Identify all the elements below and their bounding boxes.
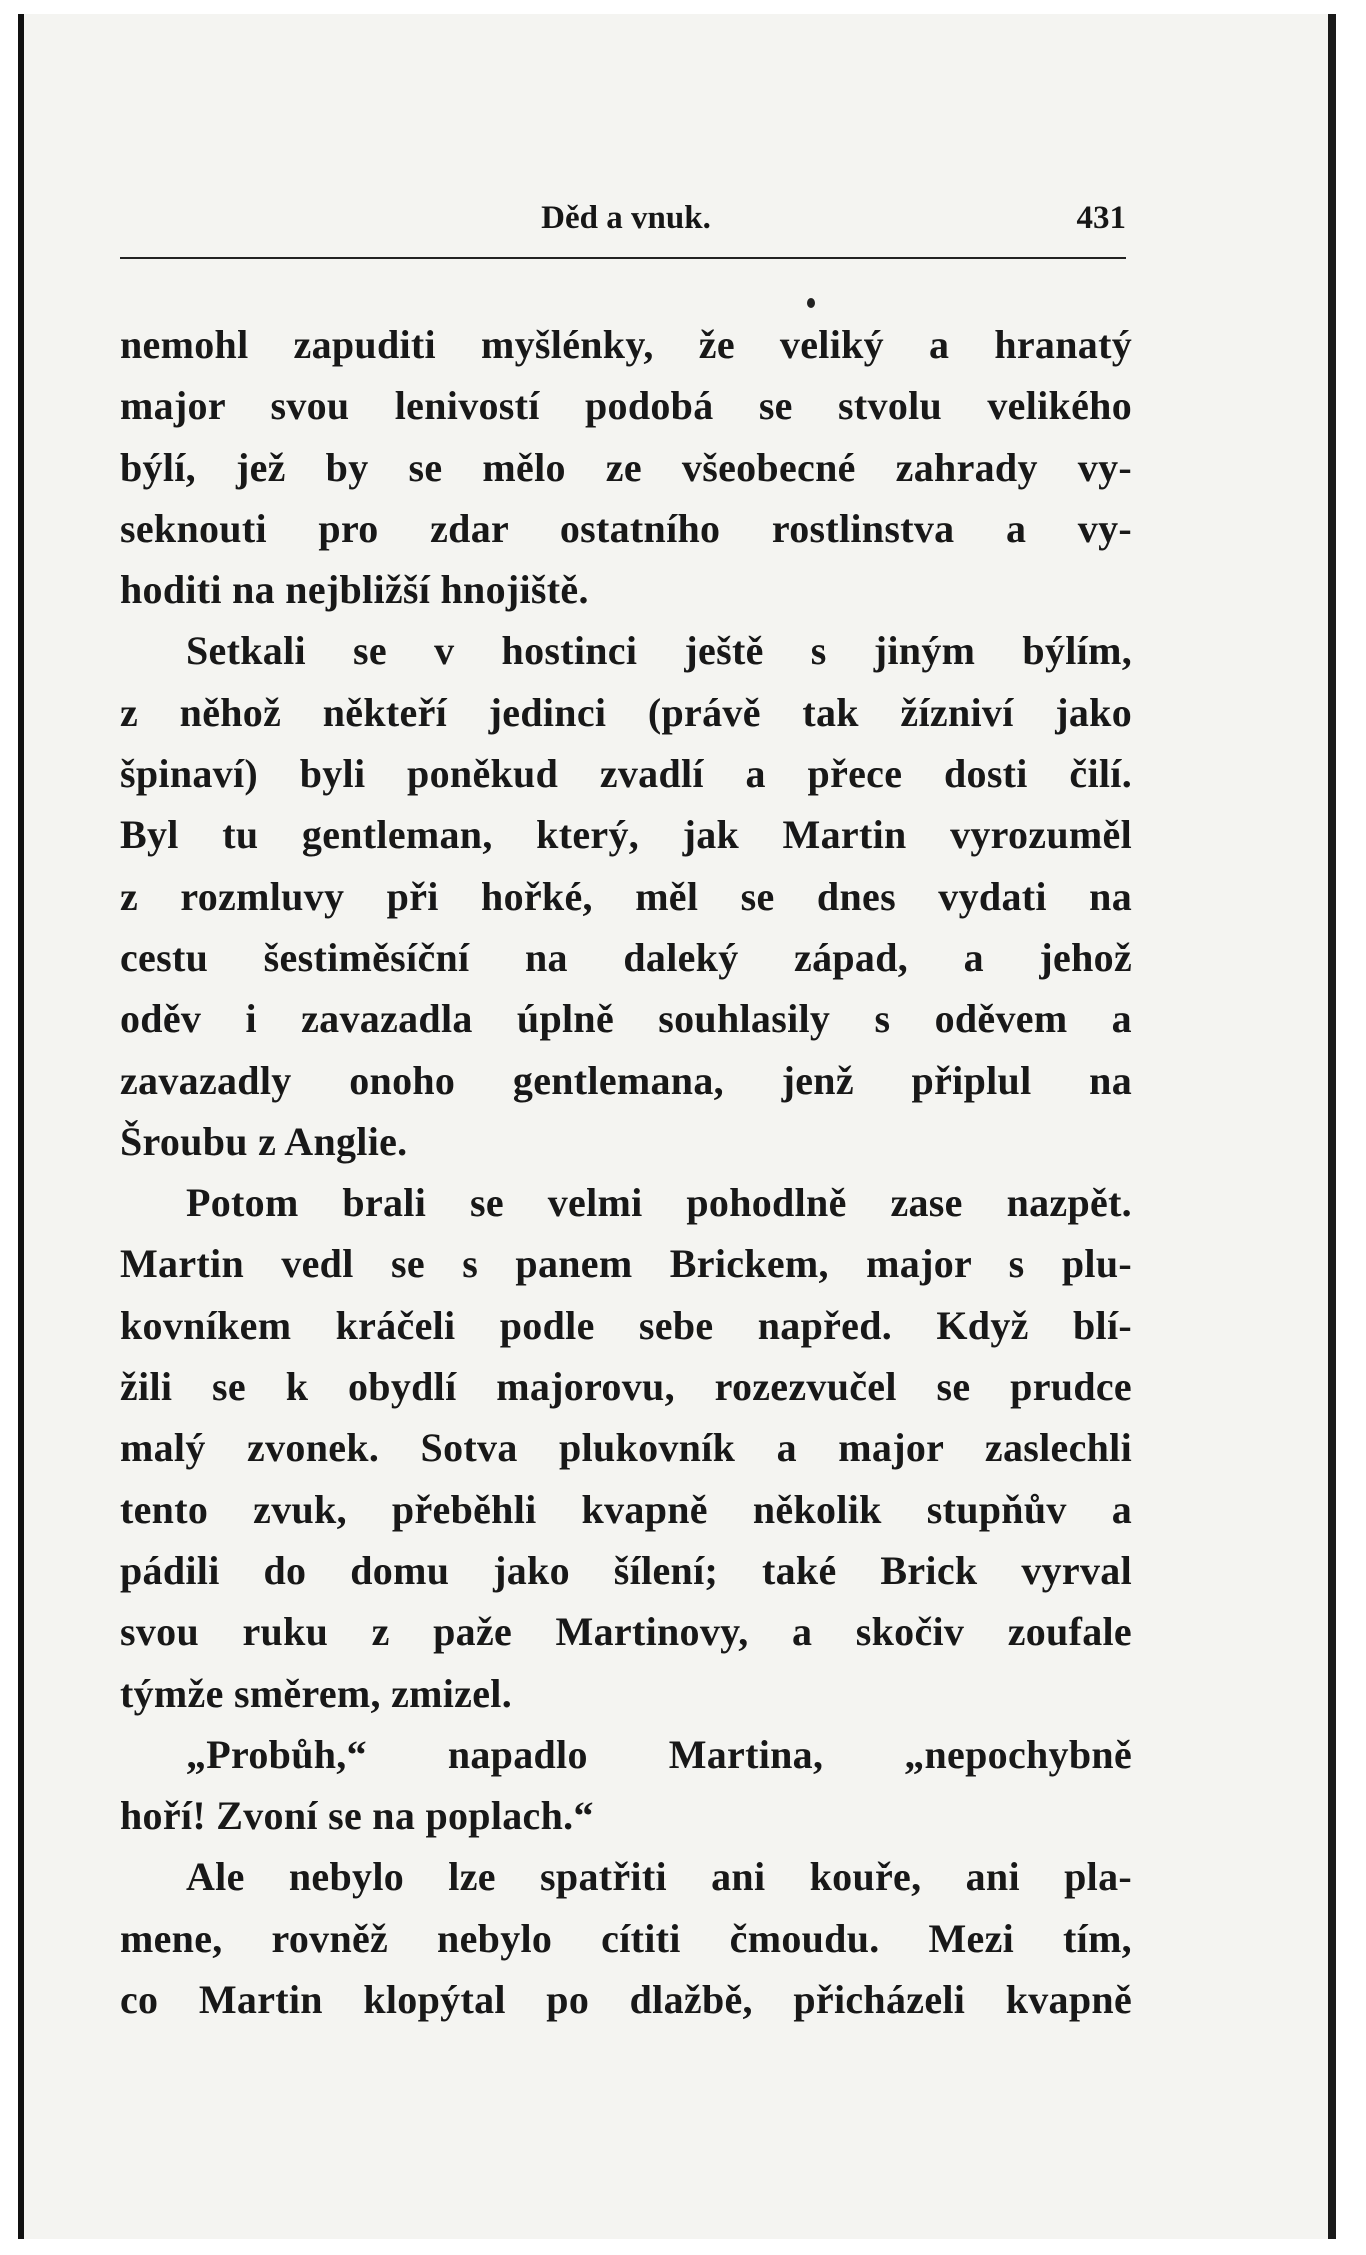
text-line: mene, rovněž nebylo cítiti čmoudu. Mezi tím,: [120, 1915, 1132, 1961]
text-line: co Martin klopýtal po dlažbě, přicházeli kvapně: [120, 1977, 1132, 2023]
text-line: Setkali se v hostinci ještě s jiným býlím,: [186, 628, 1132, 674]
text-line: žili se k obydlí majorovu, rozezvučel se prudce: [120, 1364, 1132, 1410]
text-line: týmže směrem, zmizel.: [120, 1670, 513, 1716]
text-line: Šroubu z Anglie.: [120, 1118, 408, 1164]
text-line: hoditi na nejbližší hnojiště.: [120, 567, 589, 613]
text-line: nemohl zapuditi myšlénky, že veliký a hranatý: [120, 322, 1132, 367]
text-line: „Probůh,“ napadlo Martina, „nepochybně: [186, 1731, 1132, 1777]
text-line: zavazadly onoho gentlemana, jenž připlul na: [120, 1057, 1132, 1103]
page-header: [126, 188, 1126, 240]
text-line: z rozmluvy při hořké, měl se dnes vydati na: [120, 873, 1132, 919]
text-line: seknouti pro zdar ostatního rostlinstva a vy-: [120, 505, 1132, 551]
header-rule: [120, 257, 1126, 259]
text-line: Potom brali se velmi pohodlně zase nazpět.: [186, 1180, 1132, 1226]
page-number: 431: [1076, 200, 1126, 236]
text-line: Ale nebylo lze spatřiti ani kouře, ani pla-: [186, 1854, 1132, 1900]
text-line: pádili do domu jako šílení; také Brick vyrval: [120, 1547, 1132, 1593]
text-line: z něhož někteří jedinci (právě tak žízniví jako: [120, 689, 1132, 735]
ink-speck: [807, 298, 815, 308]
text-line: svou ruku z paže Martinovy, a skočiv zoufale: [120, 1609, 1132, 1655]
text-line: oděv i zavazadla úplně souhlasily s oděvem a: [120, 996, 1132, 1042]
running-title: Děd a vnuk.: [541, 200, 711, 236]
text-line: tento zvuk, přeběhli kvapně několik stupňův a: [120, 1486, 1132, 1532]
body-text: [120, 314, 1132, 2030]
text-line: hoří! Zvoní se na poplach.“: [120, 1793, 594, 1839]
text-line: malý zvonek. Sotva plukovník a major zaslechli: [120, 1425, 1132, 1471]
text-line: Byl tu gentleman, který, jak Martin vyrozuměl: [120, 812, 1132, 858]
text-line: kovníkem kráčeli podle sebe napřed. Když blí-: [120, 1302, 1132, 1348]
text-line: cestu šestiměsíční na daleký západ, a jehož: [120, 934, 1132, 980]
text-line: špinaví) byli poněkud zvadlí a přece dosti čilí.: [120, 751, 1132, 797]
text-line: major svou lenivostí podobá se stvolu velikého: [120, 383, 1132, 429]
text-line: Martin vedl se s panem Brickem, major s plu-: [120, 1241, 1132, 1287]
text-line: býlí, jež by se mělo ze všeobecné zahrady vy-: [120, 444, 1132, 490]
